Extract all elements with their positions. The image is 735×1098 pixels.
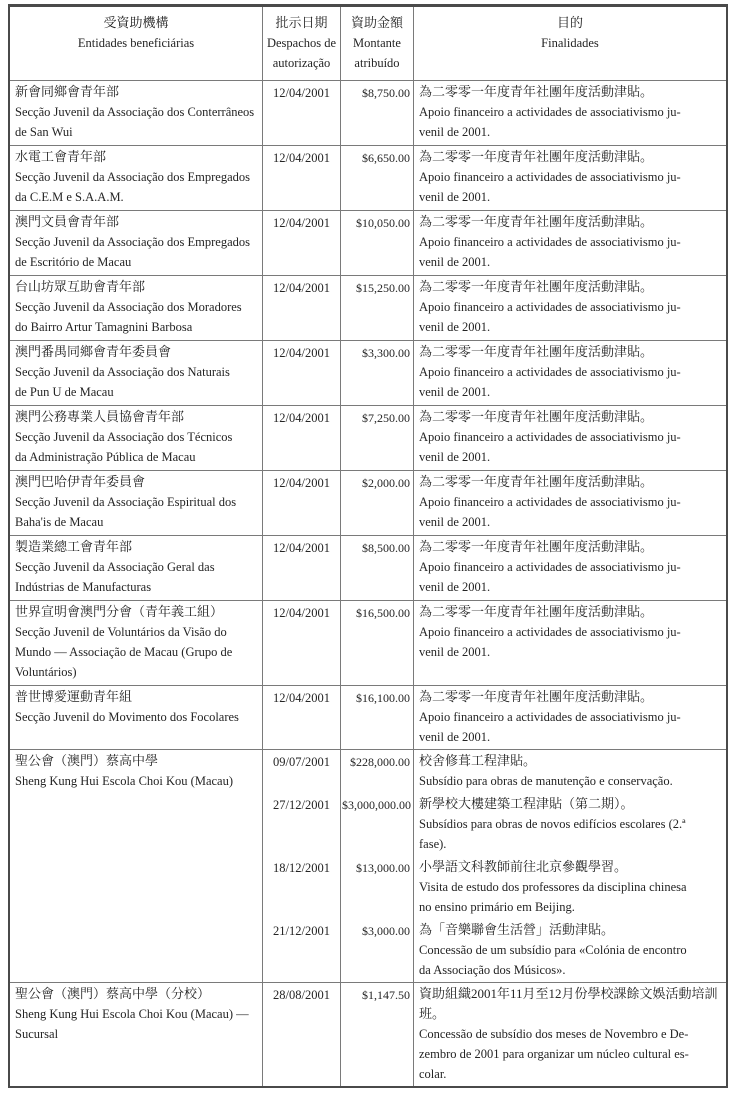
- entity-name-pt-line: de San Wui: [15, 125, 73, 139]
- entity-name-pt-line: Secção Juvenil da Associação Espiritual dos: [15, 495, 237, 509]
- purpose-pt-line: no ensino primário em Beijing.: [419, 900, 575, 914]
- authorization-date: 12/04/2001: [263, 471, 341, 535]
- subsidy-table: [8, 4, 728, 1088]
- purpose-pt-line: Apoio financeiro a actividades de associativismo ju-: [419, 105, 681, 119]
- entity-cell: [10, 406, 263, 470]
- table-body: [10, 81, 726, 1086]
- subsidy-entry: [263, 793, 726, 856]
- entity-cell: [10, 983, 263, 1086]
- authorization-date: 12/04/2001: [263, 211, 341, 275]
- subsidy-entry: [263, 983, 726, 1086]
- subsidy-amount: $10,050.00: [341, 211, 414, 275]
- purpose-pt-line: da Associação dos Músicos».: [419, 963, 566, 977]
- purpose-cell: [414, 146, 726, 210]
- entity-name-zh: 水電工會青年部: [15, 149, 107, 164]
- entity-name-zh: 台山坊眾互助會青年部: [15, 279, 146, 294]
- table-row: [10, 406, 726, 471]
- authorization-date: 27/12/2001: [263, 793, 341, 856]
- authorization-date: 12/04/2001: [263, 81, 341, 145]
- purpose-pt-line: Apoio financeiro a actividades de associativismo ju-: [419, 495, 681, 509]
- subsidy-amount: $16,500.00: [341, 601, 414, 685]
- entity-cell: [10, 750, 263, 982]
- header-entities: [10, 7, 263, 80]
- subsidy-amount: $8,750.00: [341, 81, 414, 145]
- row-entries: [263, 983, 726, 1086]
- entity-name-zh: 澳門文員會青年部: [15, 214, 120, 229]
- purpose-pt-line: Apoio financeiro a actividades de associativismo ju-: [419, 365, 681, 379]
- entity-cell: [10, 81, 263, 145]
- purpose-pt-line: Subsídios para obras de novos edifícios escolares (2.ª: [419, 817, 686, 831]
- purpose-pt-line: Concessão de um subsídio para «Colónia de encontro: [419, 943, 687, 957]
- header-amount-pt-line: atribuído: [354, 56, 400, 70]
- purpose-pt-line: venil de 2001.: [419, 580, 491, 594]
- subsidy-entry: [263, 406, 726, 470]
- purpose-zh-line: 資助組織2001年11月至12月份學校課餘文娛活動培訓: [419, 986, 718, 1001]
- entity-cell: [10, 341, 263, 405]
- subsidy-entry: [263, 750, 726, 793]
- purpose-zh-line: 為二零零一年度青年社團年度活動津貼。: [419, 149, 654, 164]
- header-date-pt-line: autorização: [272, 56, 331, 70]
- entity-name-pt-line: Secção Juvenil da Associação dos Técnicos: [15, 430, 233, 444]
- table-row: [10, 983, 726, 1086]
- purpose-cell: [414, 983, 726, 1086]
- authorization-date: 12/04/2001: [263, 276, 341, 340]
- purpose-zh-line: 校舍修葺工程津貼。: [419, 753, 537, 768]
- row-entries: [263, 81, 726, 145]
- header-entities-zh: 受資助機構: [103, 15, 169, 30]
- entity-name-zh: 澳門巴哈伊青年委員會: [15, 474, 146, 489]
- purpose-cell: [414, 919, 726, 982]
- subsidy-amount: $13,000.00: [341, 856, 414, 919]
- purpose-pt-line: Apoio financeiro a actividades de associativismo ju-: [419, 430, 681, 444]
- entity-name-pt-line: Secção Juvenil de Voluntários da Visão do: [15, 625, 227, 639]
- subsidy-entry: [263, 276, 726, 340]
- purpose-pt-line: Apoio financeiro a actividades de associativismo ju-: [419, 710, 681, 724]
- entity-name-zh: 澳門番禺同鄉會青年委員會: [15, 344, 172, 359]
- header-entities-pt: Entidades beneficiárias: [77, 36, 195, 50]
- purpose-pt-line: venil de 2001.: [419, 730, 491, 744]
- entity-name-pt-line: Secção Juvenil da Associação dos Empregados: [15, 170, 251, 184]
- purpose-zh-line: 為二零零一年度青年社團年度活動津貼。: [419, 409, 654, 424]
- row-entries: [263, 276, 726, 340]
- purpose-zh-line: 為二零零一年度青年社團年度活動津貼。: [419, 84, 654, 99]
- entity-cell: [10, 686, 263, 749]
- authorization-date: 21/12/2001: [263, 919, 341, 982]
- purpose-pt-line: Visita de estudo dos professores da disciplina chinesa: [419, 880, 687, 894]
- purpose-cell: [414, 471, 726, 535]
- entity-name-pt-line: Indústrias de Manufacturas: [15, 580, 152, 594]
- entity-cell: [10, 471, 263, 535]
- table-row: [10, 471, 726, 536]
- entity-name-pt-line: da C.E.M e S.A.A.M.: [15, 190, 124, 204]
- entity-name-zh: 製造業總工會青年部: [15, 539, 133, 554]
- table-row: [10, 341, 726, 406]
- purpose-zh-line: 為二零零一年度青年社團年度活動津貼。: [419, 214, 654, 229]
- purpose-zh-line: 為二零零一年度青年社團年度活動津貼。: [419, 279, 654, 294]
- subsidy-amount: $8,500.00: [341, 536, 414, 600]
- purpose-zh-line: 為二零零一年度青年社團年度活動津貼。: [419, 344, 654, 359]
- entity-name-pt-line: de Pun U de Macau: [15, 385, 114, 399]
- table-row: [10, 750, 726, 983]
- purpose-cell: [414, 406, 726, 470]
- subsidy-entry: [263, 341, 726, 405]
- entity-name-pt-line: Secção Juvenil da Associação dos Naturais: [15, 365, 230, 379]
- entity-name-pt-line: Sheng Kung Hui Escola Choi Kou (Macau) —: [15, 1007, 249, 1021]
- subsidy-amount: $3,000,000.00: [341, 793, 414, 856]
- entity-name-pt-line: da Administração Pública de Macau: [15, 450, 196, 464]
- subsidy-amount: $7,250.00: [341, 406, 414, 470]
- subsidy-entry: [263, 686, 726, 749]
- entity-name-pt-line: Secção Juvenil do Movimento dos Focolares: [15, 710, 239, 724]
- authorization-date: 12/04/2001: [263, 341, 341, 405]
- purpose-zh-line: 為二零零一年度青年社團年度活動津貼。: [419, 474, 654, 489]
- entity-name-pt-line: de Escritório de Macau: [15, 255, 132, 269]
- entity-name-zh: 普世博愛運動青年組: [15, 689, 133, 704]
- table-header-row: [10, 7, 726, 81]
- entity-name-pt-line: Secção Juvenil da Associação Geral das: [15, 560, 215, 574]
- subsidy-amount: $15,250.00: [341, 276, 414, 340]
- purpose-pt-line: Subsídio para obras de manutenção e conservação.: [419, 774, 673, 788]
- purpose-zh-line: 為「音樂聯會生活營」活動津貼。: [419, 922, 615, 937]
- purpose-pt-line: Apoio financeiro a actividades de associativismo ju-: [419, 300, 681, 314]
- purpose-pt-line: venil de 2001.: [419, 450, 491, 464]
- row-entries: [263, 471, 726, 535]
- row-entries: [263, 406, 726, 470]
- subsidy-amount: $16,100.00: [341, 686, 414, 749]
- entity-name-pt-line: Secção Juvenil da Associação dos Empregados: [15, 235, 251, 249]
- row-entries: [263, 750, 726, 982]
- subsidy-amount: $3,000.00: [341, 919, 414, 982]
- entity-name-pt-line: Mundo — Associação de Macau (Grupo de: [15, 645, 233, 659]
- purpose-pt-line: Apoio financeiro a actividades de associativismo ju-: [419, 625, 681, 639]
- subsidy-entry: [263, 146, 726, 210]
- purpose-zh-line: 新學校大樓建築工程津貼（第二期）。: [419, 796, 634, 811]
- subsidy-amount: $3,300.00: [341, 341, 414, 405]
- table-row: [10, 81, 726, 146]
- purpose-zh-line: 小學語文科教師前往北京參觀學習。: [419, 859, 628, 874]
- entity-name-pt-line: Baha'is de Macau: [15, 515, 104, 529]
- entity-name-pt-line: Secção Juvenil da Associação dos Conterrâneos: [15, 105, 255, 119]
- table-row: [10, 276, 726, 341]
- header-purpose-pt: Finalidades: [541, 36, 599, 50]
- purpose-cell: [414, 856, 726, 919]
- entity-name-pt-line: Sucursal: [15, 1027, 59, 1041]
- header-date: [263, 7, 341, 80]
- entity-name-pt-line: Voluntários): [15, 665, 77, 679]
- purpose-cell: [414, 601, 726, 685]
- subsidy-entry: [263, 601, 726, 685]
- purpose-pt-line: venil de 2001.: [419, 190, 491, 204]
- authorization-date: 12/04/2001: [263, 536, 341, 600]
- purpose-pt-line: venil de 2001.: [419, 320, 491, 334]
- purpose-cell: [414, 536, 726, 600]
- entity-cell: [10, 601, 263, 685]
- purpose-zh-line: 班。: [419, 1006, 446, 1021]
- purpose-zh-line: 為二零零一年度青年社團年度活動津貼。: [419, 539, 654, 554]
- authorization-date: 12/04/2001: [263, 146, 341, 210]
- entity-cell: [10, 211, 263, 275]
- row-entries: [263, 211, 726, 275]
- row-entries: [263, 146, 726, 210]
- row-entries: [263, 341, 726, 405]
- purpose-cell: [414, 686, 726, 749]
- purpose-zh-line: 為二零零一年度青年社團年度活動津貼。: [419, 689, 654, 704]
- table-row: [10, 601, 726, 686]
- purpose-cell: [414, 276, 726, 340]
- purpose-pt-line: fase).: [419, 837, 447, 851]
- row-entries: [263, 536, 726, 600]
- subsidy-amount: $6,650.00: [341, 146, 414, 210]
- purpose-pt-line: zembro de 2001 para organizar um núcleo cultural es-: [419, 1047, 689, 1061]
- entity-cell: [10, 536, 263, 600]
- entity-name-zh: 澳門公務專業人員協會青年部: [15, 409, 185, 424]
- authorization-date: 18/12/2001: [263, 856, 341, 919]
- table-row: [10, 686, 726, 750]
- header-date-zh: 批示日期: [275, 15, 328, 30]
- subsidy-entry: [263, 211, 726, 275]
- purpose-pt-line: venil de 2001.: [419, 645, 491, 659]
- header-date-pt-line: Despachos de: [266, 36, 337, 50]
- subsidy-entry: [263, 856, 726, 919]
- subsidy-entry: [263, 471, 726, 535]
- purpose-pt-line: venil de 2001.: [419, 515, 491, 529]
- authorization-date: 12/04/2001: [263, 601, 341, 685]
- header-amount-pt-line: Montante: [353, 36, 401, 50]
- purpose-cell: [414, 211, 726, 275]
- purpose-pt-line: colar.: [419, 1067, 447, 1081]
- authorization-date: 12/04/2001: [263, 686, 341, 749]
- purpose-pt-line: Apoio financeiro a actividades de associativismo ju-: [419, 170, 681, 184]
- row-entries: [263, 686, 726, 749]
- entity-name-pt-line: Secção Juvenil da Associação dos Moradores: [15, 300, 242, 314]
- purpose-cell: [414, 750, 726, 793]
- entity-name-zh: 世界宣明會澳門分會（青年義工組）: [15, 604, 224, 619]
- purpose-pt-line: Concessão de subsídio dos meses de Novembro e De-: [419, 1027, 689, 1041]
- authorization-date: 12/04/2001: [263, 406, 341, 470]
- header-amount: [341, 7, 414, 80]
- entity-cell: [10, 146, 263, 210]
- purpose-pt-line: venil de 2001.: [419, 255, 491, 269]
- table-row: [10, 211, 726, 276]
- entity-name-zh: 聖公會（澳門）蔡高中學（分校）: [15, 986, 211, 1001]
- header-amount-zh: 資助金額: [350, 15, 403, 30]
- purpose-pt-line: venil de 2001.: [419, 125, 491, 139]
- entity-name-zh: 聖公會（澳門）蔡高中學: [15, 753, 159, 768]
- header-purpose: [414, 7, 726, 80]
- table-row: [10, 146, 726, 211]
- header-purpose-zh: 目的: [556, 15, 583, 30]
- authorization-date: 28/08/2001: [263, 983, 341, 1086]
- table-row: [10, 536, 726, 601]
- subsidy-amount: $228,000.00: [341, 750, 414, 793]
- row-entries: [263, 601, 726, 685]
- subsidy-entry: [263, 536, 726, 600]
- purpose-cell: [414, 793, 726, 856]
- purpose-pt-line: venil de 2001.: [419, 385, 491, 399]
- entity-name-zh: 新會同鄉會青年部: [15, 84, 120, 99]
- entity-name-pt-line: Sheng Kung Hui Escola Choi Kou (Macau): [15, 774, 234, 788]
- purpose-cell: [414, 341, 726, 405]
- authorization-date: 09/07/2001: [263, 750, 341, 793]
- subsidy-amount: $1,147.50: [341, 983, 414, 1086]
- subsidy-entry: [263, 81, 726, 145]
- purpose-pt-line: Apoio financeiro a actividades de associativismo ju-: [419, 235, 681, 249]
- entity-cell: [10, 276, 263, 340]
- purpose-cell: [414, 81, 726, 145]
- purpose-pt-line: Apoio financeiro a actividades de associativismo ju-: [419, 560, 681, 574]
- entity-name-pt-line: do Bairro Artur Tamagnini Barbosa: [15, 320, 193, 334]
- purpose-zh-line: 為二零零一年度青年社團年度活動津貼。: [419, 604, 654, 619]
- subsidy-entry: [263, 919, 726, 982]
- subsidy-amount: $2,000.00: [341, 471, 414, 535]
